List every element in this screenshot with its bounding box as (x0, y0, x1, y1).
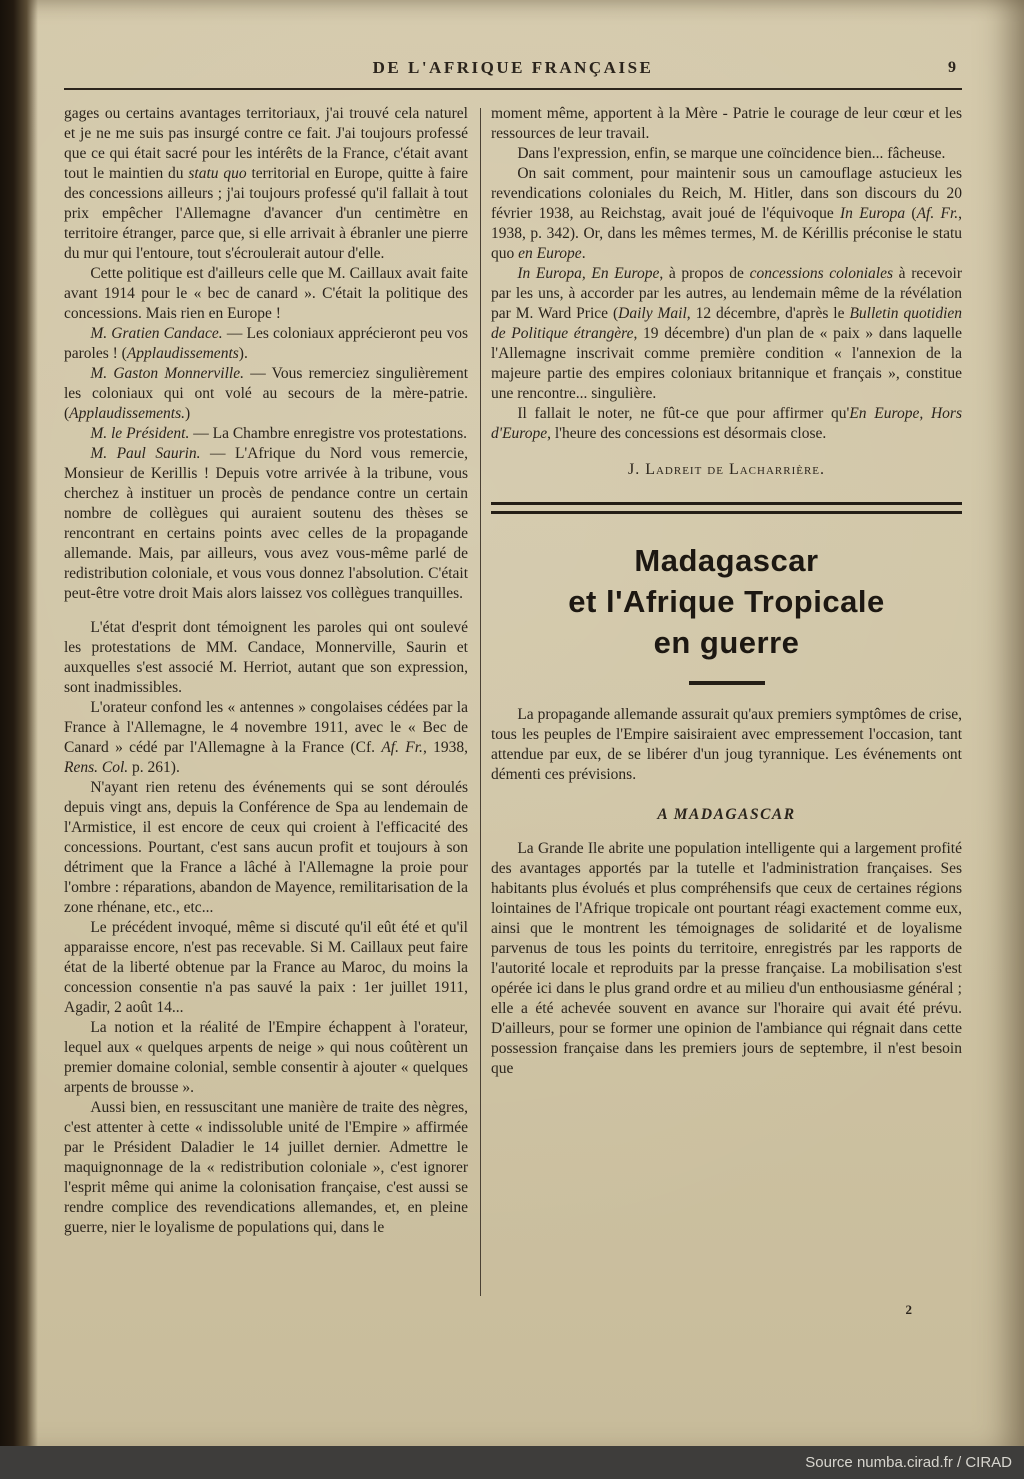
binding-shadow (0, 0, 38, 1446)
section-divider-rule (491, 502, 962, 514)
paragraph: Cette politique est d'ailleurs celle que M. Caillaux avait faite avant 1914 pour le « bec de canard ». C'était la politique des concessions. Mais rien en Europe ! (64, 265, 468, 322)
article-title (491, 540, 962, 663)
paragraph: L'état d'esprit dont témoignent les paroles qui ont soulevé les protestations de MM. Candace, Monnerville, Saurin et auxquelles s'est associé M. Herriot, autant que son expression, sont inadmissibles. (64, 619, 468, 696)
title-ornament-rule (689, 681, 765, 685)
paragraph: On sait comment, pour maintenir sous un camouflage astucieux les revendications coloniales du Reich, M. Hitler, dans son discours du 20 février 1938, au Reichstag, avait joué de l'équivoque In Europa (Af. Fr., 1938, p. 342). Or, dans les mêmes termes, M. de Kérillis préconise le statu quo en Europe. (491, 165, 962, 262)
paragraph: M. Gratien Candace. — Les coloniaux apprécieront peu vos paroles ! (Applaudissements). (64, 325, 468, 362)
paragraph: gages ou certains avantages territoriaux, j'ai trouvé cela naturel et je ne me suis pas insurgé contre ce fait. J'ai toujours professé que ce qui était sacré pour les intérêts de la France, c'était avant tout le maintien du statu quo territorial en Europe, quitte à faire des concessions ailleurs ; j'ai toujours professé qu'il fallait à tout prix empêcher l'Allemagne d'avancer d'un centimètre en territoire étranger, parce que, si elle arrivait à ébranler une pierre du mur qui l'entoure, tout s'écroulerait autour d'elle. (64, 105, 468, 262)
page-number: 9 (948, 59, 956, 76)
first-article-continuation (491, 104, 962, 444)
paragraph: M. Gaston Monnerville. — Vous remerciez singulièrement les coloniaux qui ont volé au secours de la mère-patrie. (Applaudissements.) (64, 365, 468, 422)
paragraph: N'ayant rien retenu des événements qui se sont déroulés depuis vingt ans, depuis la Conférence de Spa au lendemain de l'Armistice, il est encore de ceux qui croient à l'efficacité des concessions. Pourtant, c'est sans aucun profit et toujours à son détriment que la France a lâché à l'Allemagne la proie pour l'ombre : réparations, abandon de Mayence, remilitarisation de la zone rhénane, etc., etc... (64, 779, 468, 916)
paragraph: La notion et la réalité de l'Empire échappent à l'orateur, lequel aux « quelques arpents de neige » qui nous coûtèrent un premier domaine colonial, semble consentir à ajouter « quelques arpents de brousse ». (64, 1019, 468, 1096)
paragraph: Aussi bien, en ressuscitant une manière de traite des nègres, c'est attenter à cette « indissoluble unité de l'Empire » affirmée par le Président Daladier le 14 juillet dernier. Admettre le maquignonnage de la « redistribution coloniale », c'est ignorer l'esprit même qui anime la colonisation française, c'est aussi se rendre complice des revendications allemandes, et, en pleine guerre, nier le loyalisme de populations qui, dans le (64, 1099, 468, 1236)
article-title-line-3: en guerre (653, 625, 800, 660)
paragraph: Le précédent invoqué, même si discuté qu'il eût été et qu'il apparaisse encore, n'est pas recevable. Si M. Caillaux peut faire état de la liberté obtenue par la France au Maroc, du moins la concession consentie n'a pas sauvé la paix : 1er juillet 1911, Agadir, 2 août 14... (64, 919, 468, 1016)
right-column (491, 104, 962, 1336)
paragraph: In Europa, En Europe, à propos de concessions coloniales à recevoir par les uns, à accorder par les autres, au lendemain même de la révélation par M. Ward Price (Daily Mail, 12 décembre, d'après le Bulletin quotidien de Politique étrangère, 19 décembre) d'un plan de « paix » dans laquelle l'Allemagne inscrivait comme première condition « l'annexion de la majeure partie des empires coloniaux britannique et français », constitue une rencontre... singulière. (491, 265, 962, 402)
article-body (491, 839, 962, 1079)
paragraph: Il fallait le noter, ne fût-ce que pour affirmer qu'En Europe, Hors d'Europe, l'heure des concessions est désormais close. (491, 405, 962, 442)
journal-title: DE L'AFRIQUE FRANÇAISE (372, 58, 654, 77)
page-header (64, 58, 962, 84)
source-bar (0, 1446, 1024, 1479)
source-attribution: Source numba.cirad.fr / CIRAD (805, 1454, 1012, 1471)
left-column (64, 104, 468, 1336)
column-divider (480, 108, 481, 1296)
article-intro (491, 705, 962, 785)
paragraph: La propagande allemande assurait qu'aux premiers symptômes de crise, tous les peuples de l'Empire saisiraient avec empressement l'occasion, tant attendue par eux, de se libérer d'un joug tyrannique. Les événements ont démenti ces prévisions. (491, 706, 962, 783)
paragraph: Dans l'expression, enfin, se marque une coïncidence bien... fâcheuse. (517, 145, 946, 162)
article-title-line-2: et l'Afrique Tropicale (568, 584, 885, 619)
paragraph: moment même, apportent à la Mère - Patrie le courage de leur cœur et les ressources de leur travail. (491, 105, 962, 142)
paragraph: La Grande Ile abrite une population intelligente qui a largement profité des avantages apportés par la tutelle et l'administration françaises. Ses habitants plus évolués et plus compréhensifs que ceux de certaines régions lointaines de l'Afrique tropicale ont pourtant réagi exactement comme eux, ainsi que le montrent les témoignages de solidarité et de loyalisme parvenus de tous les points du territoire, enregistrés par les rapports de l'autorité locale et reproduits par la presse française. La mobilisation s'est opérée ici dans le plus grand ordre et au milieu d'un enthousiasme général ; elle a été achevée souvent en avance sur l'horaire qui avait été prévu. D'ailleurs, pour se former une opinion de l'ambiance qui régnait dans cette possession française dans les premiers jours de septembre, il n'est besoin que (491, 840, 962, 1077)
author-signature: J. Ladreit de Lacharrière. (627, 461, 826, 478)
section-subheading: A MADAGASCAR (657, 806, 796, 823)
paragraph: L'orateur confond les « antennes » congolaises cédées par la France à l'Allemagne, le 4 novembre 1911, avec le « Bec de Canard » cédé par l'Allemagne à la France (Cf. Af. Fr., 1938, Rens. Col. p. 261). (64, 699, 468, 776)
article-title-line-1: Madagascar (634, 543, 819, 578)
paragraph: M. le Président. — La Chambre enregistre vos protestations. (90, 425, 467, 442)
page-content (64, 58, 962, 1386)
paragraph: M. Paul Saurin. — L'Afrique du Nord vous remercie, Monsieur de Kerillis ! Depuis votre arrivée à la tribune, vous cherchez à instituer un procès de pendance contre un certain nombre de collègues qui auraient soutenu des thèses se rencontrant en certains points avec celles de la propagande allemande. Mais, par ailleurs, vous avez vous-même parlé de redistribution coloniale, et vous vous donnez l'absolution. C'était peut-être votre droit Mais alors laissez vos collègues tranquilles. (64, 445, 468, 602)
text-columns (64, 104, 962, 1336)
header-rule (64, 88, 962, 90)
printers-mark: 2 (905, 1302, 912, 1317)
